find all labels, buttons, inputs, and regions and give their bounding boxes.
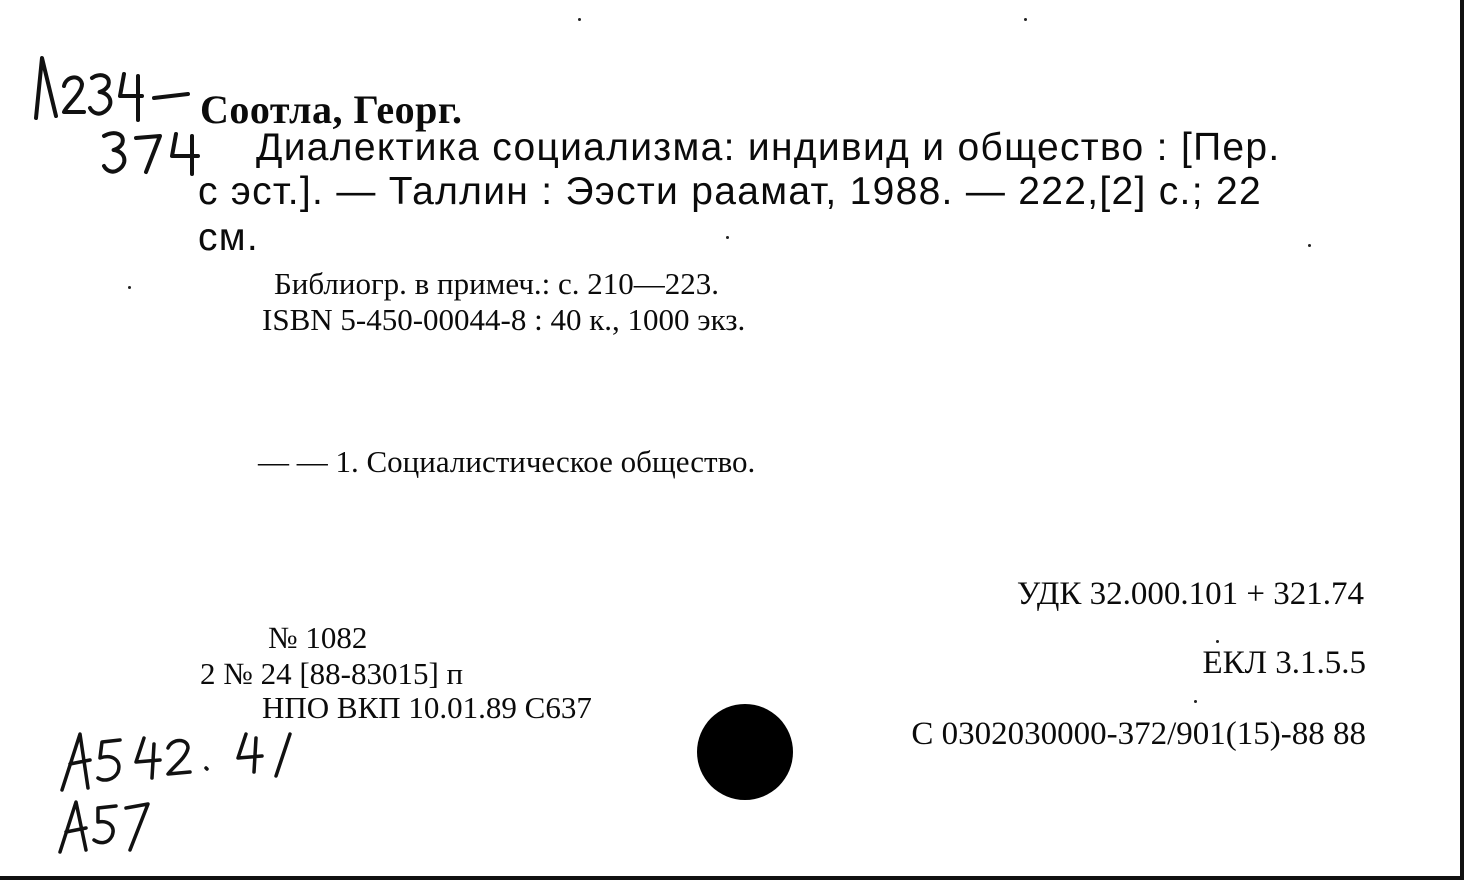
punch-hole <box>697 704 793 800</box>
handwritten-call-number-bottom <box>50 728 320 858</box>
record-number-1: № 1082 <box>268 620 368 655</box>
author-heading: Соотла, Георг. <box>200 87 463 132</box>
speck <box>1308 244 1311 247</box>
ekl-code: ЕКЛ 3.1.5.5 <box>1202 645 1366 681</box>
speck <box>578 18 581 21</box>
speck <box>726 236 729 239</box>
title-line-3: см. <box>198 216 260 259</box>
bibliography-note: Библиогр. в примеч.: с. 210—223. <box>274 266 720 301</box>
title-line-2: с эст.]. — Таллин : Ээсти раамат, 1988. — 222,[2] с.; 22 <box>198 170 1262 213</box>
speck <box>1216 640 1219 643</box>
classification-code: С 0302030000-372/901(15)-88 88 <box>911 716 1366 752</box>
record-number-2: 2 № 24 [88-83015] п <box>200 656 464 691</box>
subject-heading: — — 1. Социалистическое общество. <box>258 444 756 479</box>
isbn-note: ISBN 5-450-00044-8 : 40 к., 1000 экз. <box>262 302 746 337</box>
speck <box>1024 18 1027 21</box>
record-number-3: НПО ВКП 10.01.89 С637 <box>262 690 592 725</box>
udk-code: УДК 32.000.101 + 321.74 <box>1016 576 1364 612</box>
title-line-1: Диалектика социализма: индивид и общество : [Пер. <box>256 126 1281 169</box>
speck <box>1194 700 1197 703</box>
handwritten-call-number-top <box>20 46 205 181</box>
speck <box>128 286 131 289</box>
